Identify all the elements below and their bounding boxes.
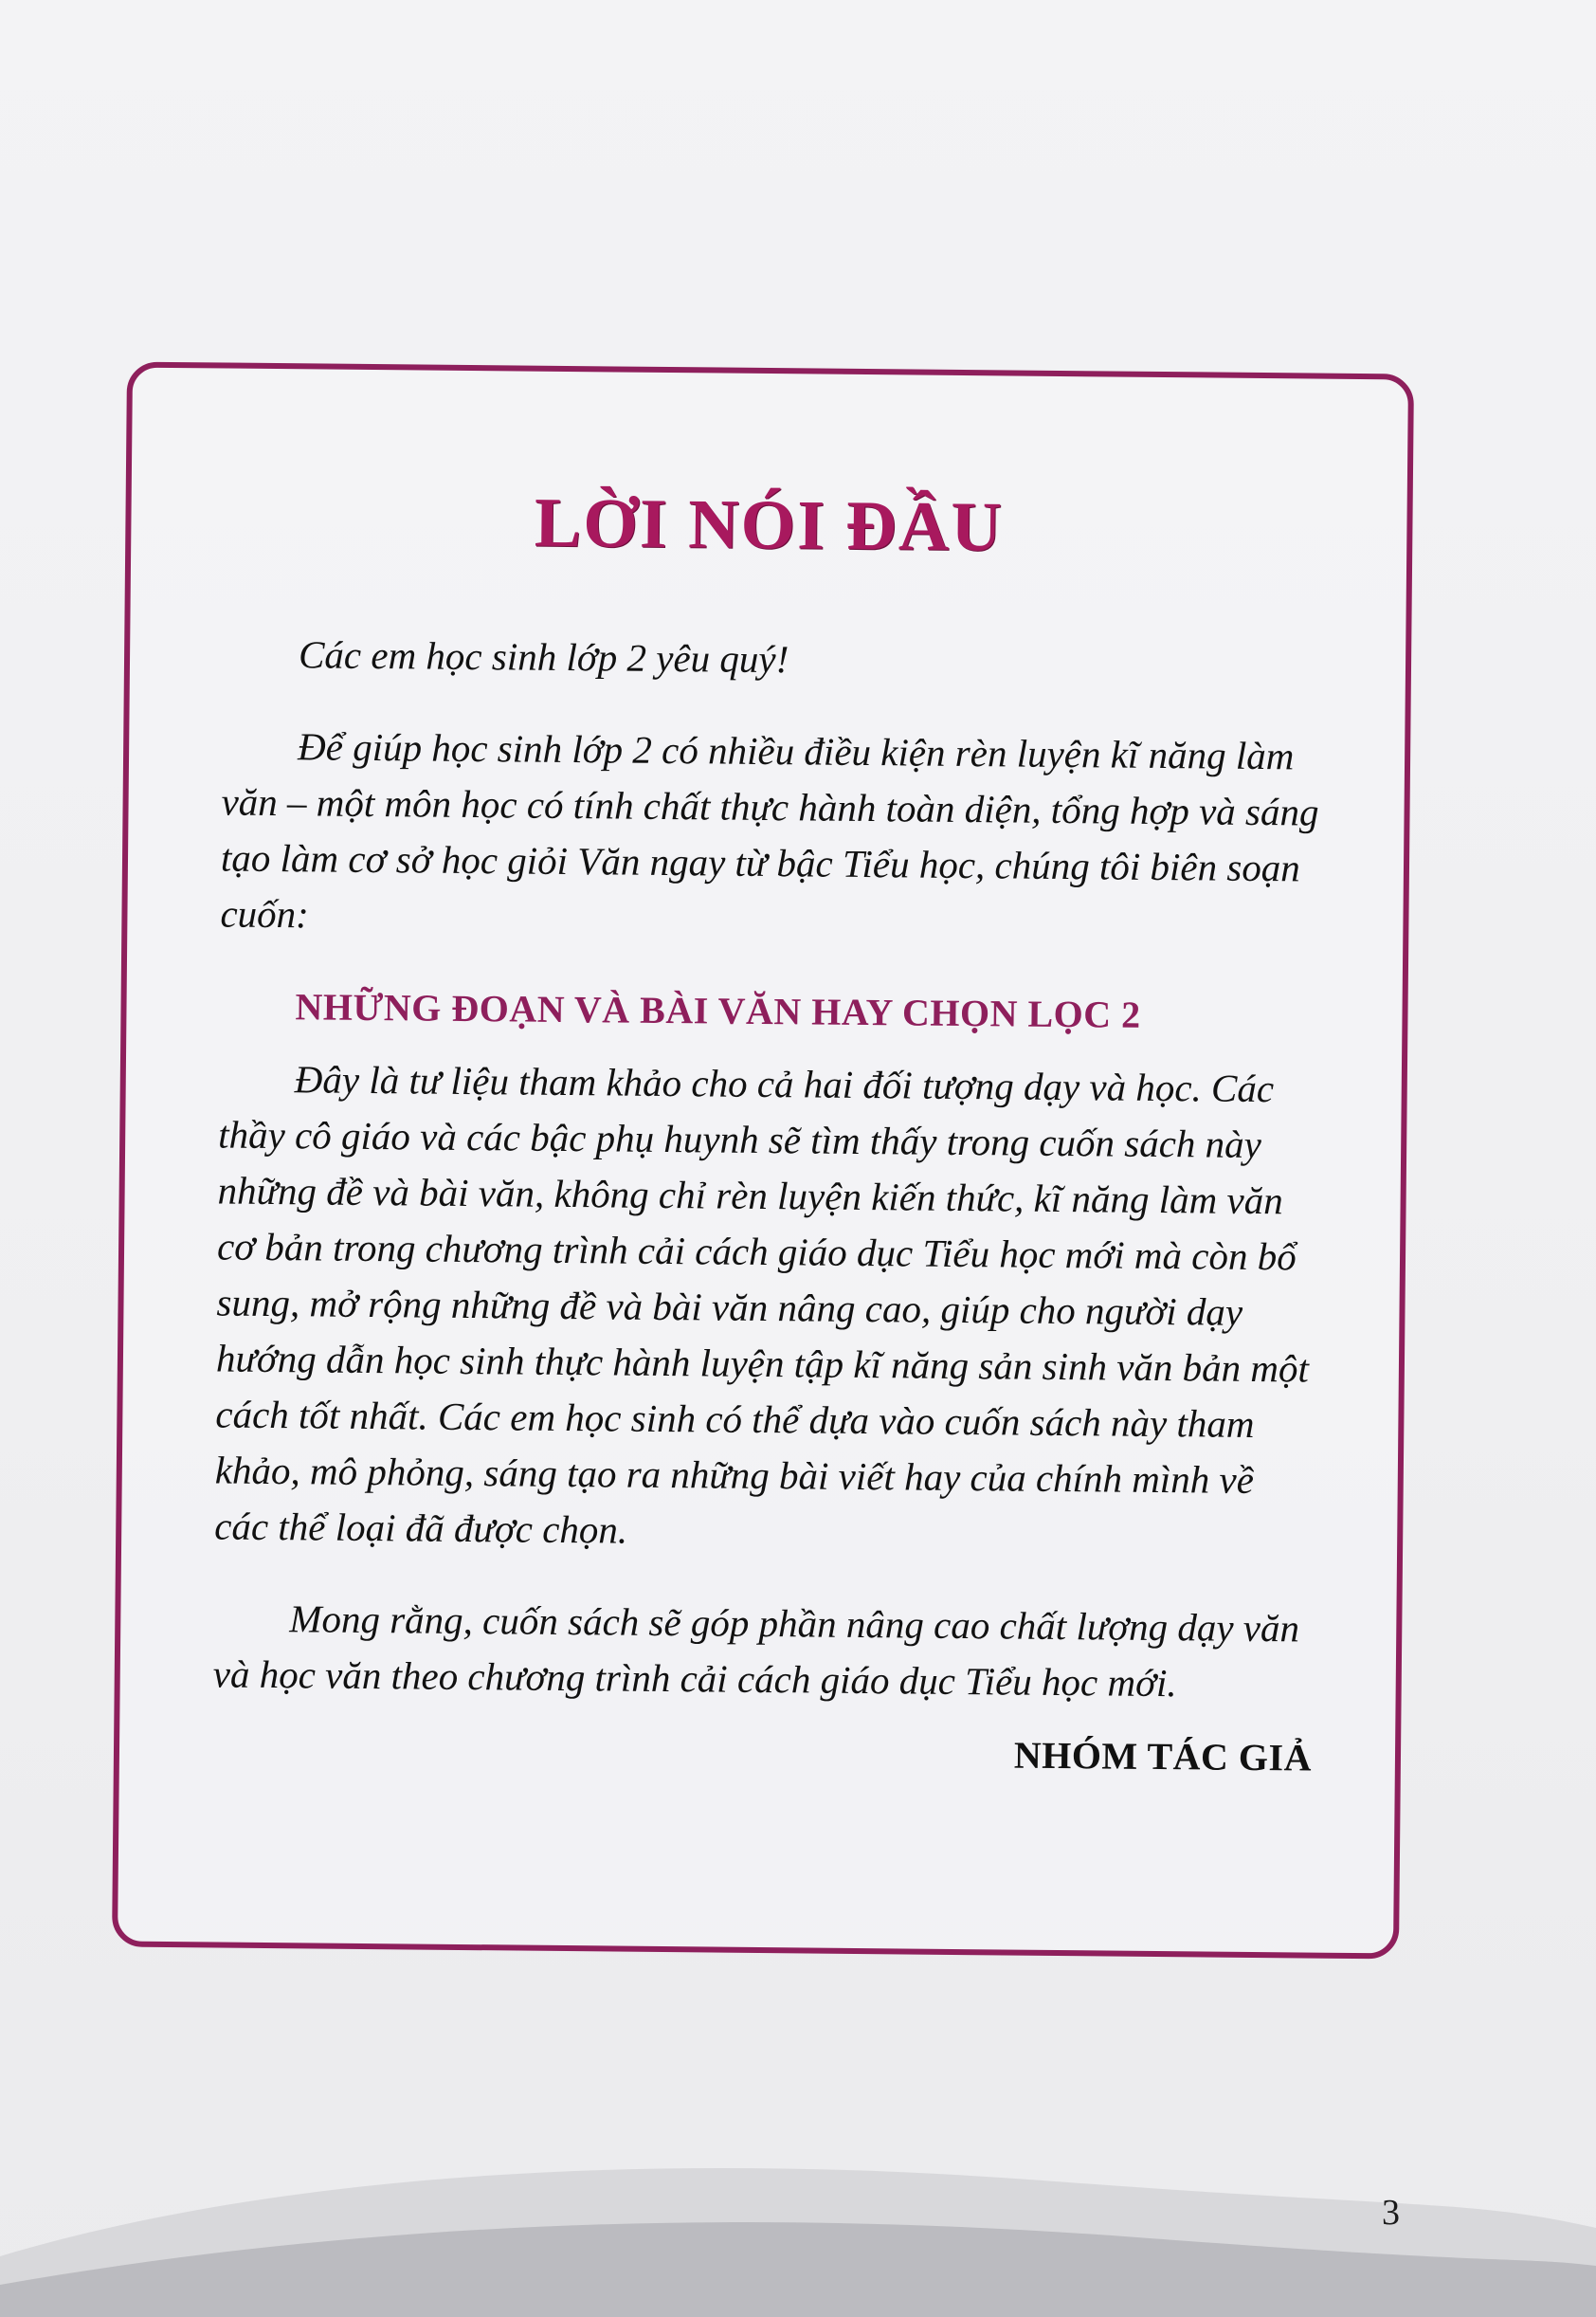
book-title: NHỮNG ĐOẠN VÀ BÀI VĂN HAY CHỌN LỌC 2 xyxy=(295,985,1141,1036)
preface-body xyxy=(212,627,1323,1786)
intro-paragraph: Để giúp học sinh lớp 2 có nhiều điều kiện rèn luyện kĩ năng làm văn – một môn học có tính chất thực hành toàn diện, tổng hợp và sáng tạo làm cơ sở học giỏi Văn ngay từ bậc Tiểu học, chúng tôi biên soạn cuốn: xyxy=(220,724,1319,937)
closing-paragraph: Mong rằng, cuốn sách sẽ góp phần nâng cao chất lượng dạy văn và học văn theo chương trình cải cách giáo dục Tiểu học mới. xyxy=(212,1596,1300,1706)
greeting: Các em học sinh lớp 2 yêu quý! xyxy=(298,632,789,682)
main-paragraph: Đây là tư liệu tham khảo cho cả hai đối tượng dạy và học. Các thầy cô giáo và các bậc phụ huynh sẽ tìm thấy trong cuốn sách này những đề và bài văn, không chỉ rèn luyện kiến thức, kĩ năng làm văn cơ bản trong chương trình cải cách giáo dục Tiểu học mới mà còn bổ sung, mở rộng những đề và bài văn nâng cao, giúp cho người dạy hướng dẫn học sinh thực hành luyện tập kĩ năng sản sinh văn bản một cách tốt nhất. Các em học sinh có thể dựa vào cuốn sách này tham khảo, mô phỏng, sáng tạo ra những bài viết hay của chính mình về các thể loại đã được chọn. xyxy=(214,1057,1310,1552)
page-title: LỜI NÓI ĐẦU xyxy=(534,483,1005,567)
page-curl-shadow xyxy=(0,2114,1596,2317)
page-number: 3 xyxy=(1382,2193,1400,2233)
preface-frame xyxy=(112,362,1414,1960)
author-signature: NHÓM TÁC GIẢ xyxy=(1013,1733,1313,1779)
